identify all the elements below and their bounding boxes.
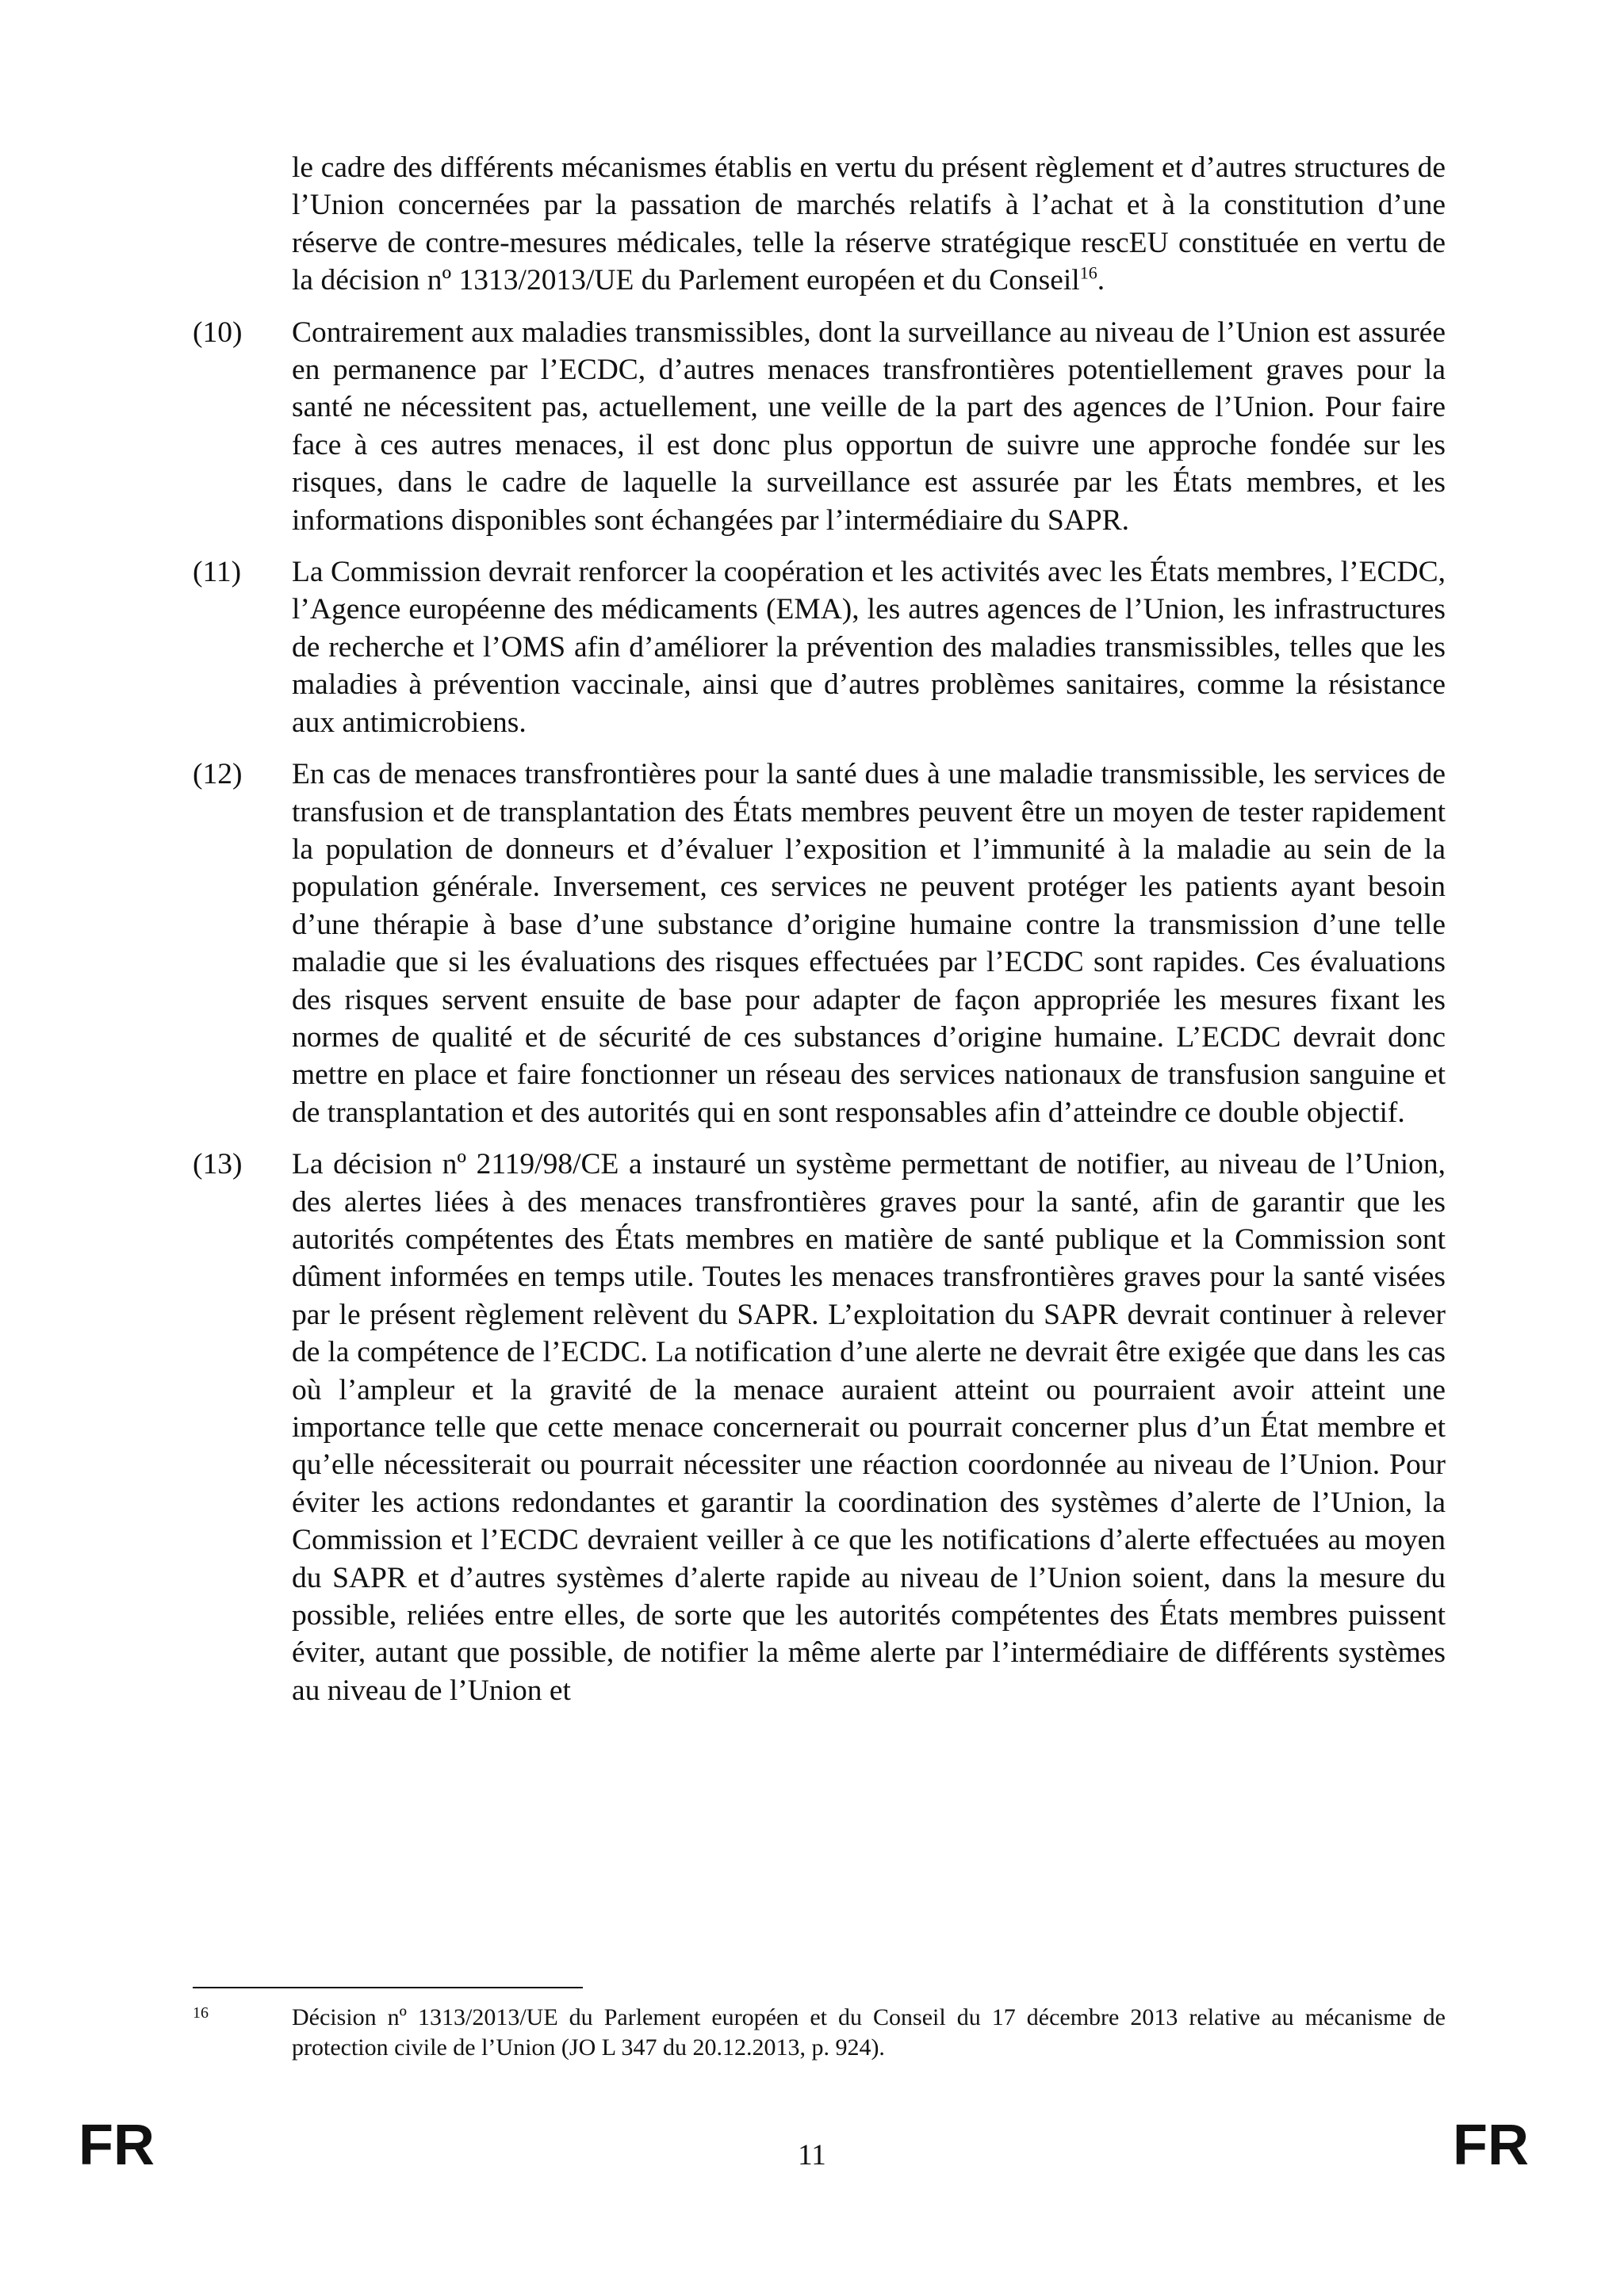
footnote-reference: 16 <box>1079 262 1097 283</box>
recital-text: La décision nº 2119/98/CE a instauré un système permettant de notifier, au niveau de l’Union, des alertes liées à des menaces transfrontières graves pour la santé, afin de garantir que les autorités compétentes des États membres en matière de santé publique et la Commission sont dûment informées en temps utile. Toutes les menaces transfrontières graves pour la santé visées par le présent règlement relèvent du SAPR. L’exploitation du SAPR devrait continuer à relever de la compétence de l’ECDC. La notification d’une alerte ne devrait être exigée que dans les cas où l’ampleur et la gravité de la menace auraient atteint ou pourraient avoir atteint une importance telle que cette menace concernerait ou pourrait concerner plus d’un État membre et qu’elle nécessiterait ou pourrait nécessiter une réaction coordonnée au niveau de l’Union. Pour éviter les actions redondantes et garantir la coordination des systèmes d’alerte de l’Union, la Commission et l’ECDC devraient veiller à ce que les notifications d’alerte effectuées au moyen du SAPR et d’autres systèmes d’alerte rapide au niveau de l’Union soient, dans la mesure du possible, reliées entre elles, de sorte que les autorités compétentes des États membres puissent éviter, autant que possible, de notifier la même alerte par l’intermédiaire de différents systèmes au niveau de l’Union et <box>292 1148 1446 1707</box>
recital-text: Contrairement aux maladies transmissibles, dont la surveillance au niveau de l’Union est assurée en permanence par l’ECDC, d’autres menaces transfrontières potentiellement graves pour la santé ne nécessitent pas, actuellement, une veille de la part des agences de l’Union. Pour faire face à ces autres menaces, il est donc plus opportun de suivre une approche fondée sur les risques, dans le cadre de laquelle la surveillance est assurée par les États membres, et les informations disponibles sont échangées par l’intermédiaire du SAPR. <box>292 316 1446 537</box>
language-code-right: FR <box>1453 2114 1529 2177</box>
intro-end-punctuation: . <box>1097 264 1105 297</box>
footnote-16 <box>193 2003 1446 2063</box>
recital-number: (13) <box>193 1148 243 1181</box>
page-number: 11 <box>798 2139 826 2172</box>
intro-paragraph <box>193 149 1446 300</box>
recital-13 <box>193 1146 1446 1709</box>
recital-10 <box>193 314 1446 539</box>
recital-12 <box>193 756 1446 1131</box>
recital-text: En cas de menaces transfrontières pour la santé dues à une maladie transmissible, les services de transfusion et de transplantation des États membres peuvent être un moyen de tester rapidement la population de donneurs et d’évaluer l’exposition et l’immunité à la maladie au sein de la population générale. Inversement, ces services ne peuvent protéger les patients ayant besoin d’une thérapie à base d’une substance d’origine humaine contre la transmission d’une telle maladie que si les évaluations des risques effectuées par l’ECDC sont rapides. Ces évaluations des risques servent ensuite de base pour adapter de façon appropriée les mesures fixant les normes de qualité et de sécurité de ces substances d’origine humaine. L’ECDC devrait donc mettre en place et faire fonctionner un réseau des services nationaux de transfusion sanguine et de transplantation et des autorités qui en sont responsables afin d’atteindre ce double objectif. <box>292 758 1446 1129</box>
footnote-text: Décision nº 1313/2013/UE du Parlement européen et du Conseil du 17 décembre 2013 relative au mécanisme de protection civile de l’Union (JO L 347 du 20.12.2013, p. 924). <box>292 2004 1446 2061</box>
intro-paragraph-text <box>292 149 1446 300</box>
language-code-left: FR <box>79 2114 155 2177</box>
recital-number: (11) <box>193 556 242 589</box>
recital-11 <box>193 553 1446 741</box>
recital-number: (12) <box>193 758 243 791</box>
footnote-separator <box>193 1987 583 1988</box>
document-body <box>193 149 1446 1709</box>
recital-number: (10) <box>193 316 243 349</box>
recital-text: La Commission devrait renforcer la coopération et les activités avec les États membres, l’ECDC, l’Agence européenne des médicaments (EMA), les autres agences de l’Union, les infrastructures de recherche et l’OMS afin d’améliorer la prévention des maladies transmissibles, telles que les maladies à prévention vaccinale, ainsi que d’autres problèmes sanitaires, comme la résistance aux antimicrobiens. <box>292 556 1446 739</box>
footnote-number: 16 <box>193 2004 209 2022</box>
intro-text: le cadre des différents mécanismes établis en vertu du présent règlement et d’autres structures de l’Union concernées par la passation de marchés relatifs à l’achat et à la constitution d’une réserve de contre-mesures médicales, telle la réserve stratégique rescEU constituée en vertu de la décision nº 1313/2013/UE du Parlement européen et du Conseil <box>292 151 1446 297</box>
